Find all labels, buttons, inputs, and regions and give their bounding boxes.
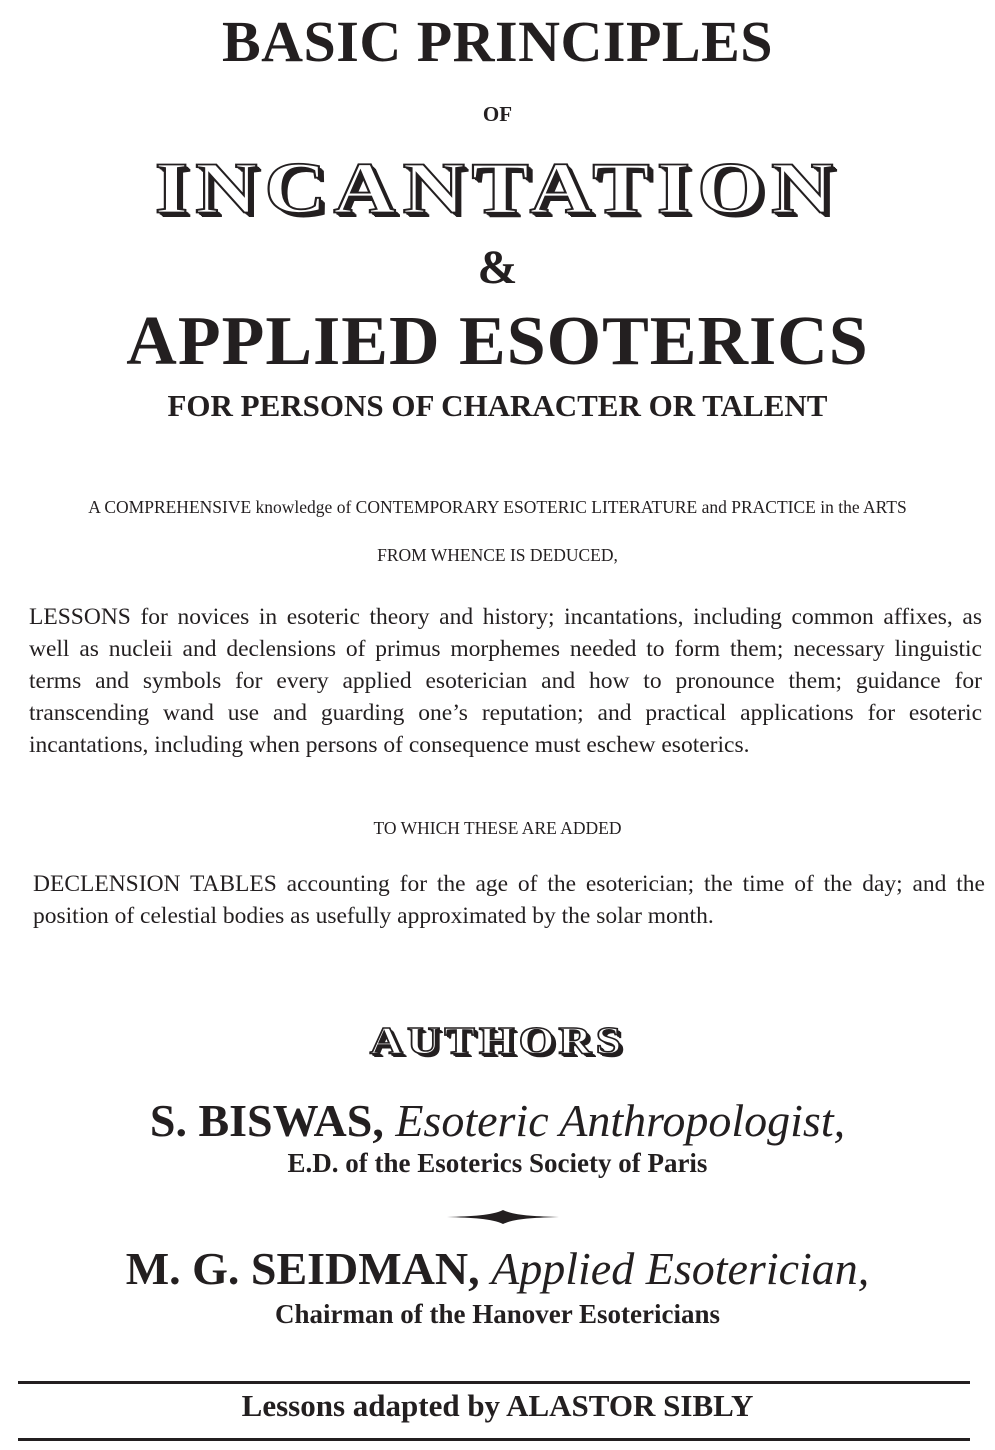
author-2-name: M. G. SEIDMAN, [125,1243,480,1294]
author-2 [0,1242,995,1295]
author-1 [0,1094,995,1147]
footer-rule-bottom [18,1438,970,1441]
title-applied-esoterics: APPLIED ESOTERICS [126,303,869,380]
comprehensive-line: A COMPREHENSIVE knowledge of CONTEMPORARY ESOTERIC LITERATURE and PRACTICE in the ARTS [88,497,907,517]
title-basic-principles: BASIC PRINCIPLES [221,9,774,74]
title-of: OF [482,102,513,126]
author-1-role: Esoteric Anthropologist, [395,1095,846,1146]
author-1-name: S. BISWAS, [149,1095,384,1146]
whence-line: FROM WHENCE IS DEDUCED, [377,545,618,565]
adapted-by-line: Lessons adapted by ALASTOR SIBLY [241,1388,754,1423]
lessons-paragraph: LESSONS for novices in esoteric theory and history; incantations, including common affixes, as well as nucleii and declensions of primus morphemes needed to form them; necessary linguistic terms and symbols for every applied esoterician and how to pronounce them; guidance for transcending wand use and guarding one’s reputation; and practical applications for esoteric incantations, including when persons of consequence must eschew esoterics. [29,604,982,758]
declension-paragraph: DECLENSION TABLES accounting for the age of the esoterician; the time of the day; and the position of celestial bodies as usefully approximated by the solar month. [33,871,985,929]
added-line: TO WHICH THESE ARE ADDED [373,818,622,838]
title-ampersand: & [477,241,518,294]
footer-rule-top [18,1381,970,1384]
subtitle: FOR PERSONS OF CHARACTER OR TALENT [167,388,828,423]
ornament-divider-icon [447,1208,559,1226]
authors-heading: AUTHORS [369,1018,626,1063]
author-1-affiliation: E.D. of the Esoterics Society of Paris [287,1148,708,1178]
author-2-role: Applied Esoterician, [491,1243,870,1294]
author-2-affiliation: Chairman of the Hanover Esotericians [275,1299,720,1329]
title-incantation: INCANTATION [154,147,841,229]
